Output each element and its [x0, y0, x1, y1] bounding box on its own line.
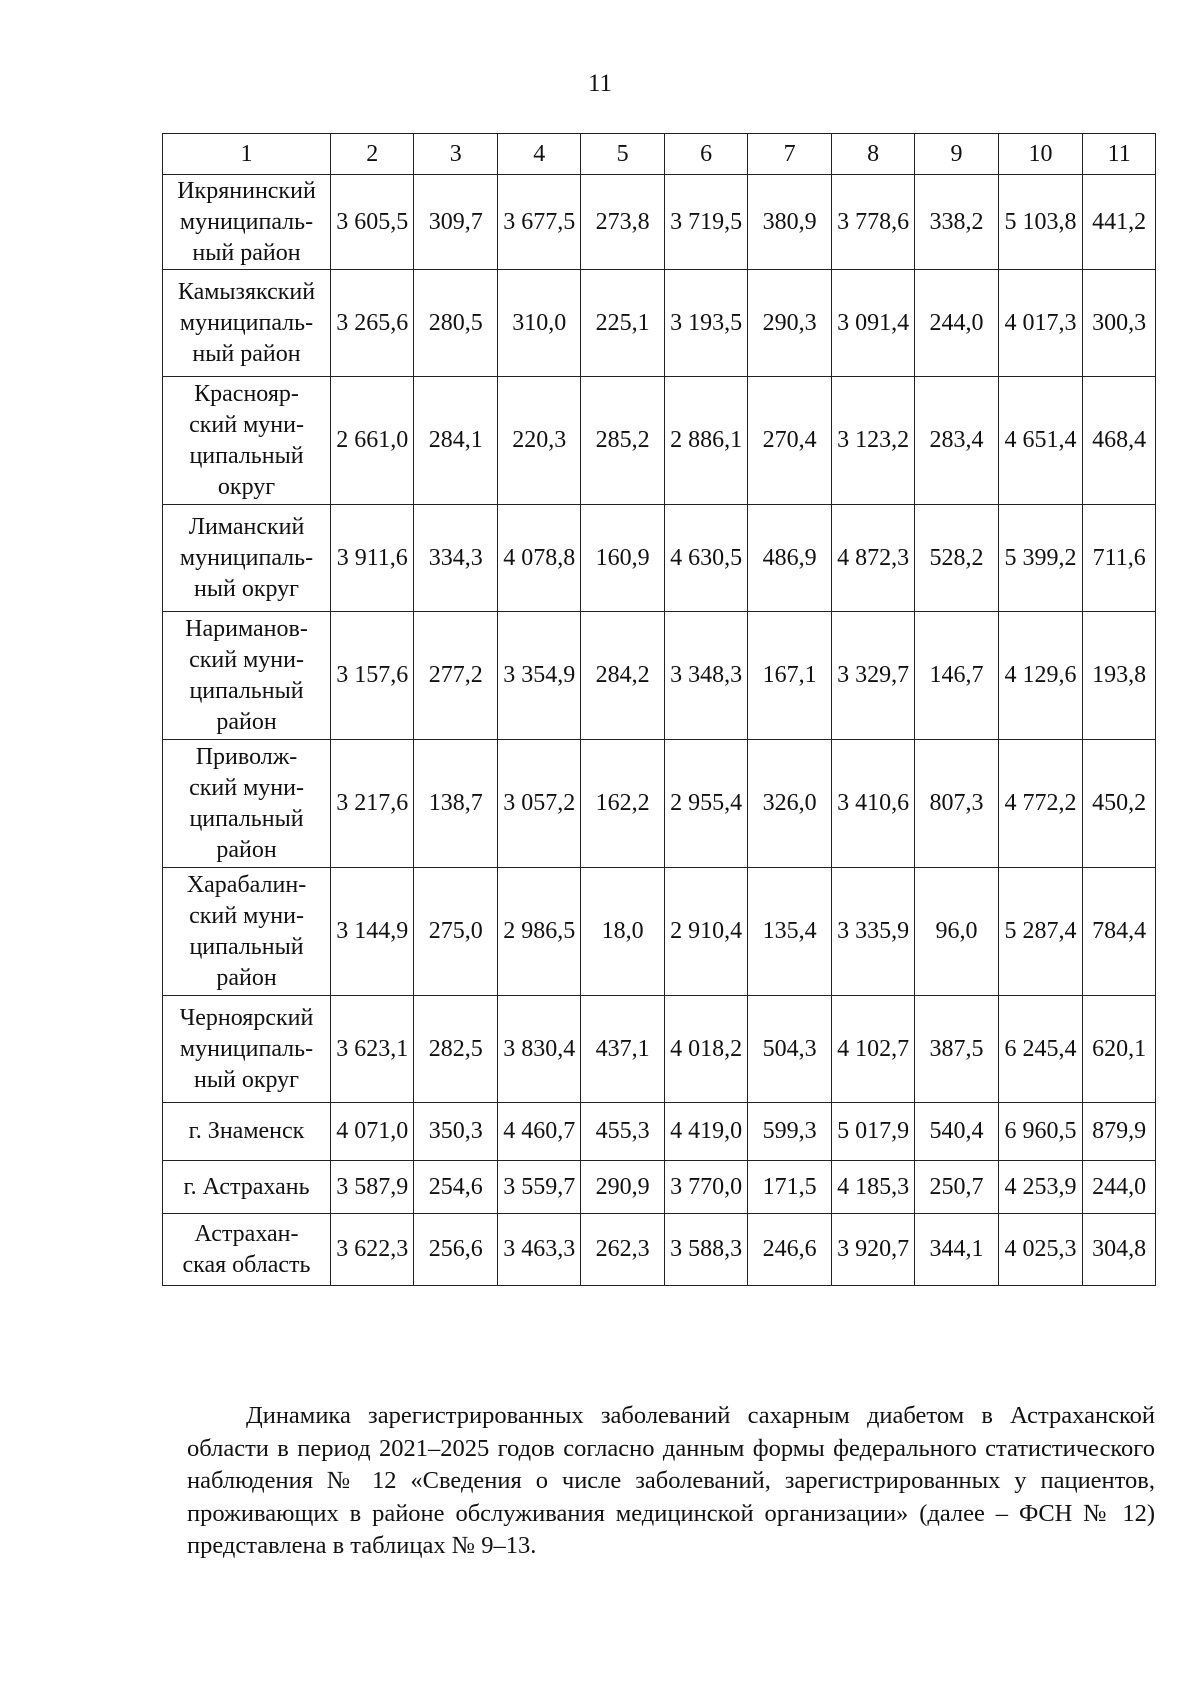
table-cell: 284,2: [581, 612, 664, 740]
table-cell: 3 677,5: [497, 175, 580, 270]
table-cell: 441,2: [1083, 175, 1156, 270]
column-header: 6: [664, 134, 747, 175]
table-cell: 3 410,6: [831, 740, 914, 868]
table-cell: 3 830,4: [497, 996, 580, 1103]
table-cell: 167,1: [748, 612, 831, 740]
row-name-line: Приволж-: [195, 743, 298, 770]
row-name: [163, 505, 331, 612]
table-cell: 338,2: [915, 175, 998, 270]
row-name-line: ный округ: [194, 1066, 299, 1093]
table-cell: 2 661,0: [331, 377, 414, 505]
row-name-line: Камызякский: [177, 278, 316, 305]
table-cell: 2 955,4: [664, 740, 747, 868]
table-cell: 3 587,9: [331, 1161, 414, 1214]
table-cell: 193,8: [1083, 612, 1156, 740]
table-row: [163, 868, 1156, 996]
row-name-line: ский муни-: [189, 774, 304, 801]
table-cell: 4 460,7: [497, 1103, 580, 1161]
table-cell: 4 419,0: [664, 1103, 747, 1161]
table-cell: 18,0: [581, 868, 664, 996]
row-name: [163, 377, 331, 505]
table-cell: 4 078,8: [497, 505, 580, 612]
table-row: [163, 270, 1156, 377]
body-paragraph: Динамика зарегистрированных заболеваний сахарным диабетом в Астраханской области в период 2021–2025 годов согласно данным формы федерального статистического наблюдения № 12 «Сведения о числе заболеваний, зарегистрированных у пациентов, проживающих в районе обслуживания медицинской организации» (далее – ФСН № 12) представлена в таблицах № 9–13.: [187, 1402, 1155, 1559]
table-cell: 310,0: [497, 270, 580, 377]
row-name-line: Лиманский: [188, 513, 305, 540]
table-cell: 599,3: [748, 1103, 831, 1161]
column-header: 3: [414, 134, 497, 175]
table-cell: 2 986,5: [497, 868, 580, 996]
table-cell: 4 018,2: [664, 996, 747, 1103]
column-header: 5: [581, 134, 664, 175]
row-name-line: округ: [217, 473, 276, 500]
row-name-line: муниципаль-: [179, 309, 314, 336]
row-name-line: район: [216, 836, 277, 863]
row-name: [163, 740, 331, 868]
table-cell: 387,5: [915, 996, 998, 1103]
row-name: [163, 1214, 331, 1286]
row-name: [163, 1103, 331, 1161]
table-cell: 344,1: [915, 1214, 998, 1286]
table-cell: 5 103,8: [998, 175, 1083, 270]
table-cell: 3 057,2: [497, 740, 580, 868]
table-cell: 486,9: [748, 505, 831, 612]
page-number: 11: [587, 70, 613, 97]
table-cell: 326,0: [748, 740, 831, 868]
table-cell: 711,6: [1083, 505, 1156, 612]
row-name-line: Астрахан-: [194, 1220, 299, 1247]
table-cell: 334,3: [414, 505, 497, 612]
table-cell: 4 025,3: [998, 1214, 1083, 1286]
table-cell: 3 463,3: [497, 1214, 580, 1286]
table-cell: 4 772,2: [998, 740, 1083, 868]
table-cell: 3 193,5: [664, 270, 747, 377]
table-cell: 3 354,9: [497, 612, 580, 740]
table-cell: 275,0: [414, 868, 497, 996]
table-cell: 6 245,4: [998, 996, 1083, 1103]
row-name-line: муниципаль-: [179, 544, 314, 571]
table-cell: 3 559,7: [497, 1161, 580, 1214]
row-name-line: Харабалин-: [186, 871, 307, 898]
row-name-line: ципальный: [189, 933, 304, 960]
table-cell: 4 651,4: [998, 377, 1083, 505]
table-cell: 3 348,3: [664, 612, 747, 740]
table-cell: 3 778,6: [831, 175, 914, 270]
column-header: 9: [915, 134, 998, 175]
column-header: 1: [163, 134, 331, 175]
table-cell: 5 287,4: [998, 868, 1083, 996]
row-name-line: муниципаль-: [179, 208, 314, 235]
table-cell: 2 910,4: [664, 868, 747, 996]
table-cell: 504,3: [748, 996, 831, 1103]
table-cell: 254,6: [414, 1161, 497, 1214]
table-cell: 135,4: [748, 868, 831, 996]
table-row: [163, 1161, 1156, 1214]
table-cell: 160,9: [581, 505, 664, 612]
table-cell: 3 588,3: [664, 1214, 747, 1286]
table-cell: 468,4: [1083, 377, 1156, 505]
table-cell: 300,3: [1083, 270, 1156, 377]
table-cell: 282,5: [414, 996, 497, 1103]
table-cell: 3 265,6: [331, 270, 414, 377]
table-cell: 4 185,3: [831, 1161, 914, 1214]
column-header: 4: [497, 134, 580, 175]
table-cell: 256,6: [414, 1214, 497, 1286]
table-cell: 3 123,2: [831, 377, 914, 505]
row-name: [163, 868, 331, 996]
row-name-line: Черноярский: [179, 1004, 314, 1031]
row-name-line: ципальный: [189, 442, 304, 469]
table-cell: 285,2: [581, 377, 664, 505]
table-cell: 162,2: [581, 740, 664, 868]
table-cell: 146,7: [915, 612, 998, 740]
table-cell: 4 017,3: [998, 270, 1083, 377]
table-cell: 290,3: [748, 270, 831, 377]
table-cell: 225,1: [581, 270, 664, 377]
row-name-line: Нариманов-: [185, 615, 308, 642]
table-cell: 246,6: [748, 1214, 831, 1286]
table-cell: 879,9: [1083, 1103, 1156, 1161]
table-cell: 4 872,3: [831, 505, 914, 612]
column-header: 7: [748, 134, 831, 175]
table-cell: 171,5: [748, 1161, 831, 1214]
table-cell: 280,5: [414, 270, 497, 377]
table-cell: 6 960,5: [998, 1103, 1083, 1161]
table-cell: 3 623,1: [331, 996, 414, 1103]
row-name-line: район: [216, 708, 277, 735]
column-header: 10: [998, 134, 1083, 175]
table-cell: 96,0: [915, 868, 998, 996]
table-cell: 4 129,6: [998, 612, 1083, 740]
table-row: [163, 505, 1156, 612]
table-cell: 3 920,7: [831, 1214, 914, 1286]
table-cell: 3 217,6: [331, 740, 414, 868]
row-name-line: муниципаль-: [179, 1035, 314, 1062]
table-cell: 784,4: [1083, 868, 1156, 996]
table-cell: 244,0: [1083, 1161, 1156, 1214]
row-name-line: ский муни-: [189, 902, 304, 929]
row-name-line: Икрянинский: [177, 177, 316, 204]
table-cell: 4 102,7: [831, 996, 914, 1103]
table-cell: 4 071,0: [331, 1103, 414, 1161]
table-row: [163, 1214, 1156, 1286]
column-header: 8: [831, 134, 914, 175]
row-name-line: ципальный: [189, 677, 304, 704]
row-name: [163, 1161, 331, 1214]
table-cell: 220,3: [497, 377, 580, 505]
table-cell: 3 911,6: [331, 505, 414, 612]
table-row: [163, 175, 1156, 270]
table-cell: 350,3: [414, 1103, 497, 1161]
table-cell: 284,1: [414, 377, 497, 505]
table-cell: 540,4: [915, 1103, 998, 1161]
table-cell: 3 622,3: [331, 1214, 414, 1286]
table-cell: 3 605,5: [331, 175, 414, 270]
table-row: [163, 377, 1156, 505]
table-cell: 4 630,5: [664, 505, 747, 612]
table-cell: 273,8: [581, 175, 664, 270]
table-cell: 283,4: [915, 377, 998, 505]
row-name-line: ский муни-: [189, 411, 304, 438]
row-name-line: г. Астрахань: [183, 1173, 310, 1200]
table-cell: 437,1: [581, 996, 664, 1103]
table-cell: 807,3: [915, 740, 998, 868]
row-name: [163, 270, 331, 377]
row-name-line: ный округ: [194, 575, 299, 602]
table-cell: 250,7: [915, 1161, 998, 1214]
table-cell: 4 253,9: [998, 1161, 1083, 1214]
table-cell: 3 770,0: [664, 1161, 747, 1214]
table-cell: 304,8: [1083, 1214, 1156, 1286]
table-cell: 309,7: [414, 175, 497, 270]
table-cell: 450,2: [1083, 740, 1156, 868]
table-cell: 528,2: [915, 505, 998, 612]
table-cell: 3 329,7: [831, 612, 914, 740]
data-table: [162, 133, 1156, 1286]
row-name: [163, 612, 331, 740]
table-cell: 3 335,9: [831, 868, 914, 996]
row-name-line: ный район: [192, 239, 301, 266]
table-row: [163, 1103, 1156, 1161]
table-cell: 5 017,9: [831, 1103, 914, 1161]
table-cell: 380,9: [748, 175, 831, 270]
table-cell: 270,4: [748, 377, 831, 505]
table-cell: 620,1: [1083, 996, 1156, 1103]
row-name-line: ный район: [192, 340, 301, 367]
table-header-row: [163, 134, 1156, 175]
row-name-line: ципальный: [189, 805, 304, 832]
table-cell: 3 091,4: [831, 270, 914, 377]
table-cell: 455,3: [581, 1103, 664, 1161]
table-cell: 3 144,9: [331, 868, 414, 996]
table-cell: 290,9: [581, 1161, 664, 1214]
column-header: 2: [331, 134, 414, 175]
table-cell: 2 886,1: [664, 377, 747, 505]
table-row: [163, 612, 1156, 740]
row-name: [163, 996, 331, 1103]
table-cell: 277,2: [414, 612, 497, 740]
table-cell: 262,3: [581, 1214, 664, 1286]
column-header: 11: [1083, 134, 1156, 175]
row-name-line: Краснояр-: [194, 380, 299, 407]
row-name-line: ская область: [182, 1251, 311, 1278]
row-name: [163, 175, 331, 270]
row-name-line: ский муни-: [189, 646, 304, 673]
table-row: [163, 740, 1156, 868]
table-cell: 244,0: [915, 270, 998, 377]
row-name-line: район: [216, 964, 277, 991]
table-cell: 5 399,2: [998, 505, 1083, 612]
table-cell: 3 157,6: [331, 612, 414, 740]
table-cell: 138,7: [414, 740, 497, 868]
table-cell: 3 719,5: [664, 175, 747, 270]
table-row: [163, 996, 1156, 1103]
row-name-line: г. Знаменск: [188, 1118, 305, 1144]
